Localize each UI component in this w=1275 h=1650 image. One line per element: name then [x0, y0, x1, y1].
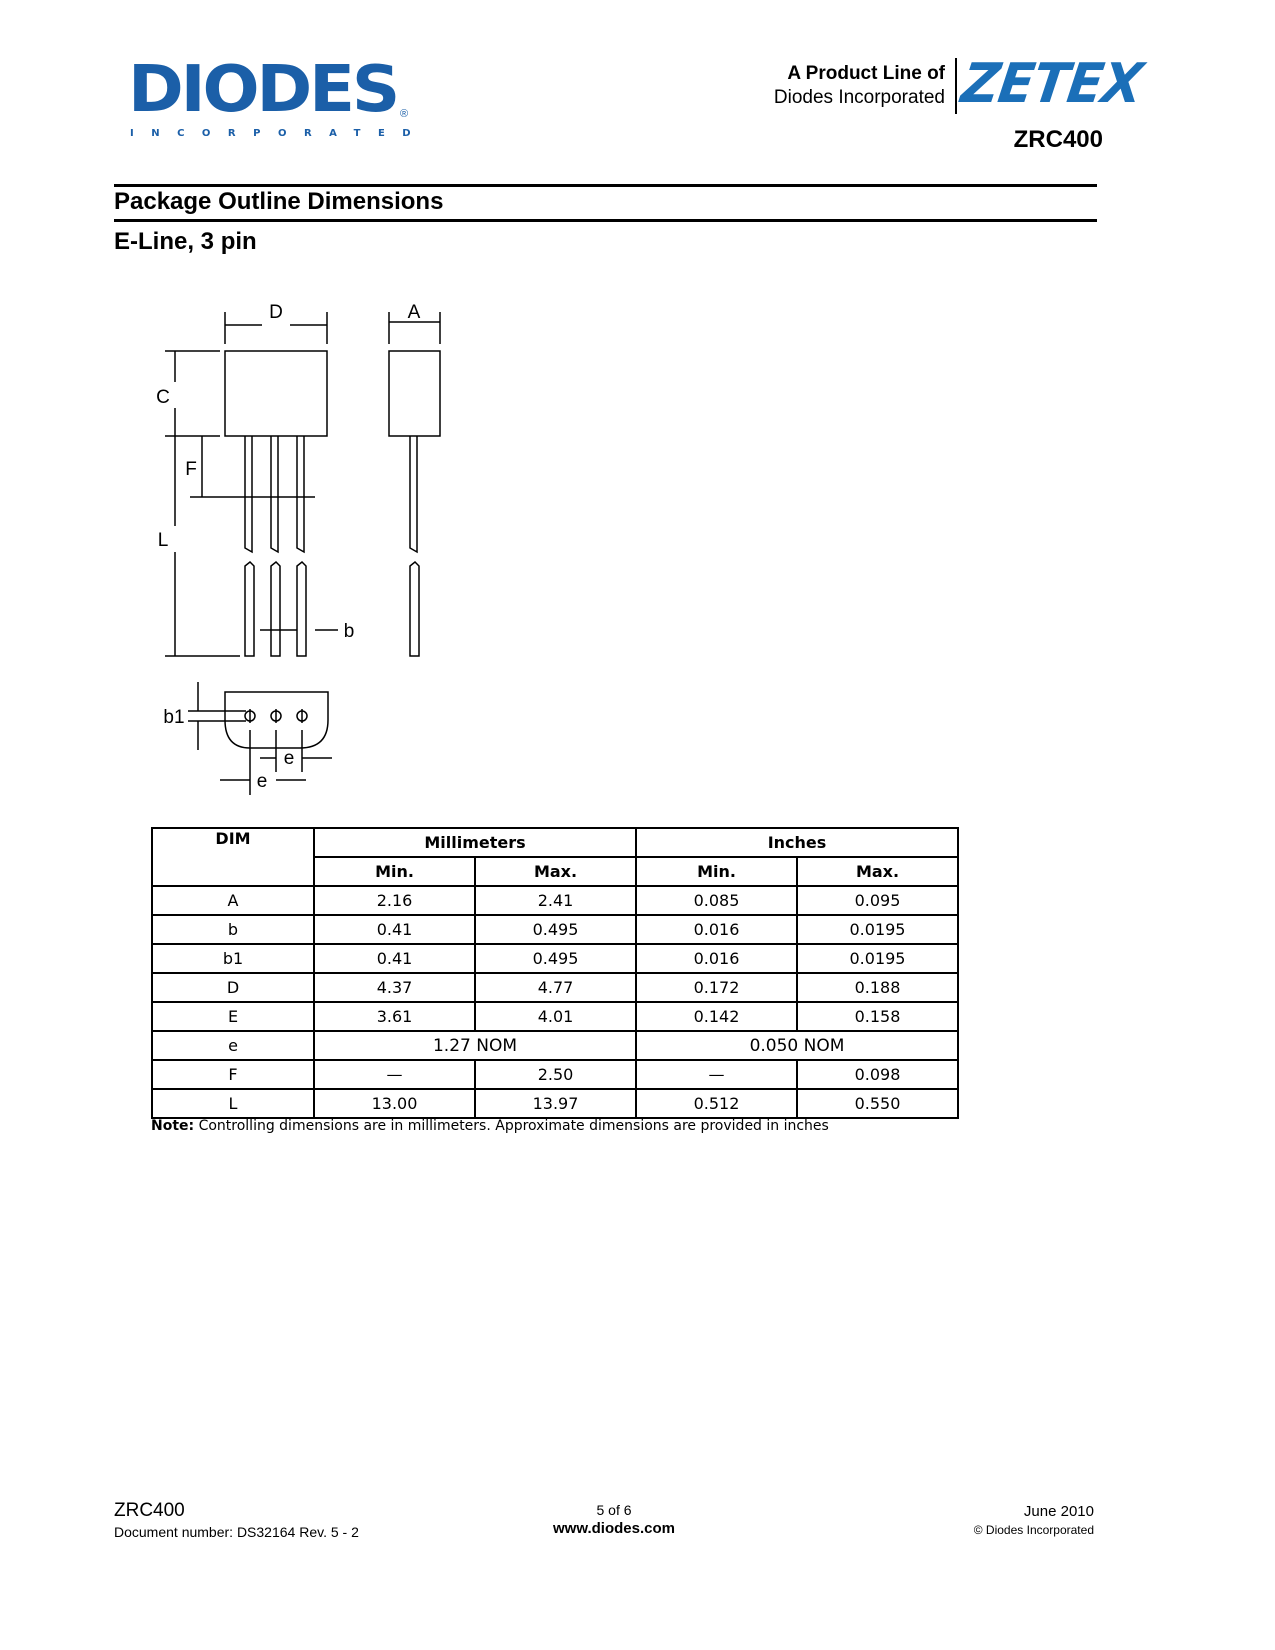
cell-mm-max: 4.77	[475, 973, 636, 1002]
header-mm-min: Min.	[314, 857, 475, 886]
cell-mm-max: 4.01	[475, 1002, 636, 1031]
table-row	[152, 1060, 958, 1089]
lead-1-upper	[245, 436, 252, 552]
cell-mm-min: 13.00	[314, 1089, 475, 1118]
footer-date: June 2010	[1023, 1503, 1094, 1520]
label-A: A	[407, 302, 421, 323]
table-row	[152, 1002, 958, 1031]
cell-mm-nom: 1.27 NOM	[314, 1031, 636, 1060]
lead-2-lower	[271, 562, 280, 656]
diodes-logo	[128, 53, 429, 139]
package-title: E-Line, 3 pin	[114, 228, 257, 255]
cell-mm-max: 0.495	[475, 944, 636, 973]
cell-mm-max: 0.495	[475, 915, 636, 944]
footer-url[interactable]: www.diodes.com	[553, 1520, 675, 1537]
zetex-logo: ZETEX	[957, 52, 1146, 116]
header-dim: DIM	[152, 828, 314, 886]
cell-in-nom: 0.050 NOM	[636, 1031, 958, 1060]
cell-in-max: 0.188	[797, 973, 958, 1002]
lead-2-upper	[271, 436, 278, 552]
section-rule-bottom	[114, 219, 1097, 222]
section-rule-top	[114, 184, 1097, 187]
table-row	[152, 973, 958, 1002]
header-divider	[955, 58, 957, 114]
cell-in-max: 0.0195	[797, 944, 958, 973]
label-F: F	[185, 459, 197, 480]
cell-dim: e	[152, 1031, 314, 1060]
cell-in-min: 0.172	[636, 973, 797, 1002]
cell-mm-min: 3.61	[314, 1002, 475, 1031]
registered-mark: ®	[400, 108, 409, 120]
cell-dim: b1	[152, 944, 314, 973]
front-body	[225, 351, 327, 436]
cell-dim: L	[152, 1089, 314, 1118]
cell-in-min: 0.512	[636, 1089, 797, 1118]
side-lead-lower	[410, 562, 419, 656]
cell-in-max: 0.098	[797, 1060, 958, 1089]
cell-in-min: 0.085	[636, 886, 797, 915]
table-note	[151, 1118, 829, 1134]
product-line-company: Diodes Incorporated	[773, 87, 945, 108]
footer-right	[974, 1503, 1094, 1537]
label-e-pitch: e	[283, 748, 295, 769]
footer-copyright: © Diodes Incorporated	[973, 1523, 1094, 1537]
footer-page: 5 of 6	[596, 1502, 632, 1518]
footer-part: ZRC400	[114, 1500, 185, 1521]
side-lead-upper	[410, 436, 417, 552]
header-millimeters: Millimeters	[314, 828, 636, 857]
label-b1: b1	[163, 707, 185, 728]
lead-1-lower	[245, 562, 254, 656]
table-row	[152, 1031, 958, 1060]
cell-mm-min: —	[314, 1060, 475, 1089]
cell-mm-max: 2.41	[475, 886, 636, 915]
product-line-title: A Product Line of	[787, 63, 945, 84]
cell-mm-min: 2.16	[314, 886, 475, 915]
label-D: D	[269, 302, 283, 323]
cell-in-min: 0.016	[636, 915, 797, 944]
cell-in-max: 0.095	[797, 886, 958, 915]
cell-in-max: 0.158	[797, 1002, 958, 1031]
header-in-min: Min.	[636, 857, 797, 886]
label-e-offset: e	[256, 771, 268, 792]
cell-dim: b	[152, 915, 314, 944]
label-L: L	[157, 530, 169, 551]
label-C: C	[156, 387, 170, 408]
cell-mm-min: 4.37	[314, 973, 475, 1002]
cell-dim: F	[152, 1060, 314, 1089]
cell-dim: D	[152, 973, 314, 1002]
cell-mm-min: 0.41	[314, 944, 475, 973]
dimension-table	[151, 827, 959, 1119]
cell-mm-min: 0.41	[314, 915, 475, 944]
table-row	[152, 944, 958, 973]
cell-dim: E	[152, 1002, 314, 1031]
label-b: b	[343, 621, 355, 642]
cell-in-min: —	[636, 1060, 797, 1089]
part-number: ZRC400	[1013, 126, 1103, 153]
header-in-max: Max.	[797, 857, 958, 886]
section-title: Package Outline Dimensions	[114, 188, 444, 215]
cell-mm-max: 13.97	[475, 1089, 636, 1118]
lead-3-lower	[297, 562, 306, 656]
note-label: Note:	[151, 1118, 195, 1134]
cell-in-max: 0.0195	[797, 915, 958, 944]
cell-in-min: 0.142	[636, 1002, 797, 1031]
table-row	[152, 886, 958, 915]
product-line	[774, 62, 945, 110]
cell-in-max: 0.550	[797, 1089, 958, 1118]
cell-mm-max: 2.50	[475, 1060, 636, 1089]
note-text: Controlling dimensions are in millimeters. Approximate dimensions are provided in inches	[194, 1118, 829, 1134]
header-inches: Inches	[636, 828, 958, 857]
diodes-logo-word: DIODES	[128, 53, 398, 127]
table-row	[152, 915, 958, 944]
header-mm-max: Max.	[475, 857, 636, 886]
diodes-logo-subtitle: INCORPORATED	[130, 128, 429, 139]
cell-in-min: 0.016	[636, 944, 797, 973]
lead-3-upper	[297, 436, 304, 552]
cell-dim: A	[152, 886, 314, 915]
package-outline-drawing	[140, 290, 460, 810]
table-row	[152, 1089, 958, 1118]
side-body	[389, 351, 440, 436]
footer-doc-number: Document number: DS32164 Rev. 5 - 2	[114, 1524, 359, 1540]
